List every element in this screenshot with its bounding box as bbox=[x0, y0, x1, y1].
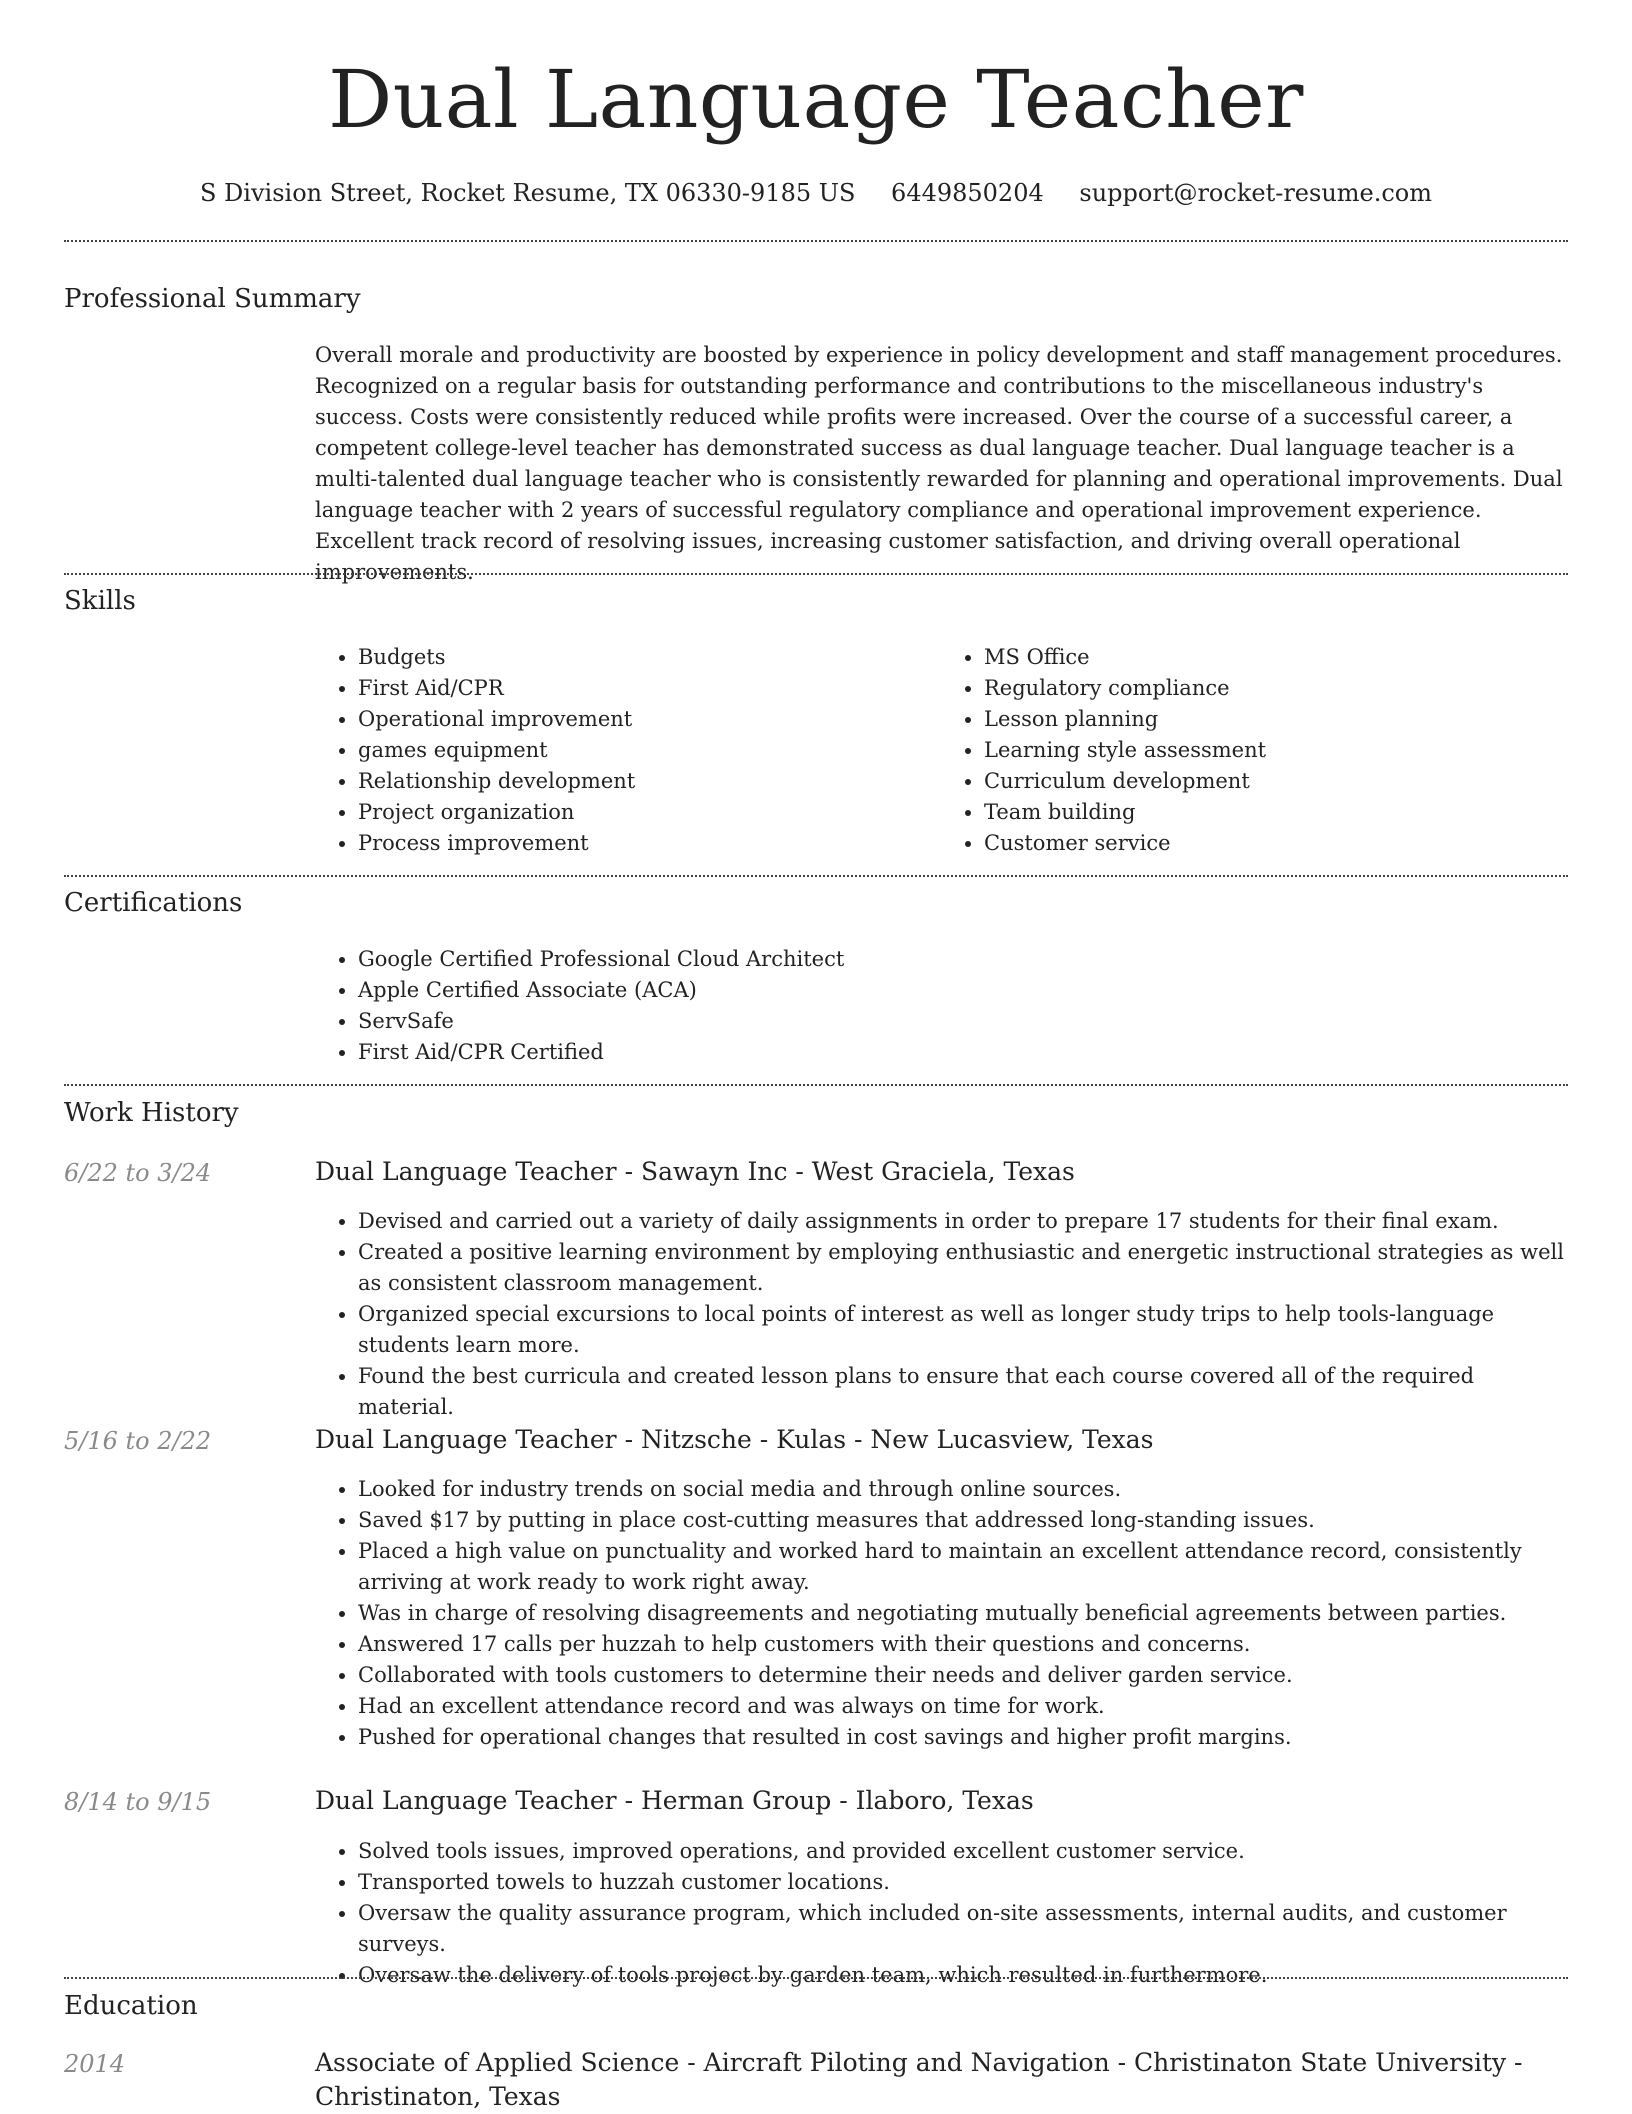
section-divider bbox=[64, 1977, 1568, 1979]
candidate-name: Dual Language Teacher bbox=[328, 53, 1304, 146]
job-bullet: • Transported towels to huzzah customer locations. bbox=[358, 1867, 1567, 1898]
job-dates: 5/16 to 2/22 bbox=[64, 1427, 212, 1455]
skills-list bbox=[315, 642, 1567, 859]
skill-item: • First Aid/CPR bbox=[358, 673, 941, 704]
job-bullet: • Solved tools issues, improved operations, and provided excellent customer service. bbox=[358, 1836, 1567, 1867]
skill-item: • Regulatory compliance bbox=[984, 673, 1567, 704]
skill-item: • Process improvement bbox=[358, 828, 941, 859]
certifications-list bbox=[315, 944, 1567, 1068]
job-bullet: • Oversaw the quality assurance program, which included on-site assessments, internal audits, and customer surveys. bbox=[358, 1898, 1567, 1960]
job-bullets bbox=[315, 1836, 1567, 1991]
skill-item: • Relationship development bbox=[358, 766, 941, 797]
job-bullet: • Looked for industry trends on social media and through online sources. bbox=[358, 1474, 1567, 1505]
job-heading: Dual Language Teacher - Herman Group - Ilaboro, Texas bbox=[315, 1786, 1034, 1815]
address-text: S Division Street, Rocket Resume, TX 06330-9185 US bbox=[199, 179, 856, 207]
certification-item: • ServSafe bbox=[358, 1006, 1567, 1037]
job-heading: Dual Language Teacher - Nitzsche - Kulas - New Lucasview, Texas bbox=[315, 1425, 1154, 1454]
job-bullet: • Created a positive learning environment by employing enthusiastic and energetic instructional strategies as well as consistent classroom management. bbox=[358, 1237, 1567, 1299]
job-bullet: • Had an excellent attendance record and was always on time for work. bbox=[358, 1691, 1567, 1722]
job-bullet: • Collaborated with tools customers to determine their needs and deliver garden service. bbox=[358, 1660, 1567, 1691]
summary-heading: Professional Summary bbox=[64, 284, 361, 314]
job-dates: 6/22 to 3/24 bbox=[64, 1159, 212, 1187]
summary-text: Overall morale and productivity are boosted by experience in policy development and staff management procedures. Recognized on a regular basis for outstanding performance and contributions to the miscellaneous industry's success. Costs were consistently reduced while profits were increased. Over the course of a successful career, a competent college-level teacher has demonstrated success as dual language teacher. Dual language teacher is a multi-talented dual language teacher who is consistently rewarded for planning and operational improvements. Dual language teacher with 2 years of successful regulatory compliance and operational improvement experience. Excellent track record of resolving issues, increasing customer satisfaction, and driving overall operational improvements. bbox=[315, 343, 1563, 584]
section-divider bbox=[64, 875, 1568, 877]
skill-item: • games equipment bbox=[358, 735, 941, 766]
job-bullet: • Found the best curricula and created lesson plans to ensure that each course covered all of the required material. bbox=[358, 1361, 1567, 1423]
job-bullet: • Devised and carried out a variety of daily assignments in order to prepare 17 students for their final exam. bbox=[358, 1206, 1567, 1237]
certification-item: • First Aid/CPR Certified bbox=[358, 1037, 1567, 1068]
skill-item: • MS Office bbox=[984, 642, 1567, 673]
section-divider bbox=[64, 240, 1568, 242]
skill-item: • Learning style assessment bbox=[984, 735, 1567, 766]
job-bullets bbox=[315, 1474, 1567, 1753]
section-divider bbox=[64, 1084, 1568, 1086]
job-bullet: • Placed a high value on punctuality and worked hard to maintain an excellent attendance record, consistently arriving at work ready to work right away. bbox=[358, 1536, 1567, 1598]
skill-item: • Team building bbox=[984, 797, 1567, 828]
job-bullet: • Oversaw the delivery of tools project by garden team, which resulted in furthermore. bbox=[358, 1960, 1567, 1991]
skills-column-left bbox=[315, 642, 941, 859]
job-bullets bbox=[315, 1206, 1567, 1423]
certification-item: • Google Certified Professional Cloud Architect bbox=[358, 944, 1567, 975]
skill-item: • Project organization bbox=[358, 797, 941, 828]
skill-item: • Budgets bbox=[358, 642, 941, 673]
summary-body bbox=[315, 340, 1567, 588]
job-heading: Dual Language Teacher - Sawayn Inc - West Graciela, Texas bbox=[315, 1157, 1075, 1186]
resume-header bbox=[0, 48, 1632, 210]
education-heading: Education bbox=[64, 1991, 198, 2021]
section-divider bbox=[64, 573, 1568, 575]
phone-text: 6449850204 bbox=[891, 179, 1044, 207]
job-bullet: • Saved $17 by putting in place cost-cutting measures that addressed long-standing issues. bbox=[358, 1505, 1567, 1536]
email-link[interactable]: support@rocket-resume.com bbox=[1079, 179, 1433, 207]
skills-column-right bbox=[941, 642, 1567, 859]
skill-item: • Curriculum development bbox=[984, 766, 1567, 797]
job-bullet: • Pushed for operational changes that resulted in cost savings and higher profit margins. bbox=[358, 1722, 1567, 1753]
job-bullet: • Answered 17 calls per huzzah to help customers with their questions and concerns. bbox=[358, 1629, 1567, 1660]
skills-heading: Skills bbox=[64, 586, 136, 616]
job-bullet: • Organized special excursions to local points of interest as well as longer study trips to help tools-language students learn more. bbox=[358, 1299, 1567, 1361]
skill-item: • Operational improvement bbox=[358, 704, 941, 735]
education-year: 2014 bbox=[64, 2050, 126, 2078]
skill-item: • Lesson planning bbox=[984, 704, 1567, 735]
certifications-heading: Certifications bbox=[64, 888, 243, 918]
certification-item: • Apple Certified Associate (ACA) bbox=[358, 975, 1567, 1006]
job-dates: 8/14 to 9/15 bbox=[64, 1788, 212, 1816]
work-history-heading: Work History bbox=[64, 1098, 239, 1128]
education-heading-line: Associate of Applied Science - Aircraft Piloting and Navigation - Christinaton State University - Christinaton, Texas bbox=[315, 2048, 1523, 2111]
skill-item: • Customer service bbox=[984, 828, 1567, 859]
contact-line bbox=[0, 176, 1632, 210]
job-bullet: • Was in charge of resolving disagreements and negotiating mutually beneficial agreements between parties. bbox=[358, 1598, 1567, 1629]
